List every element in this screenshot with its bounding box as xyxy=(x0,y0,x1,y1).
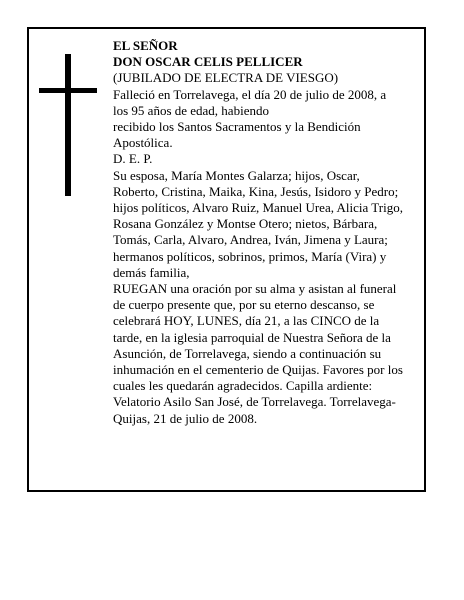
family-line: demás familia, xyxy=(113,264,190,280)
deceased-occupation: (JUBILADO DE ELECTRA DE VIESGO) xyxy=(113,70,339,86)
family-line: Rosana González y Montse Otero; nietos, Bárbara, xyxy=(113,216,378,232)
family-line: hermanos políticos, sobrinos, primos, María (Vira) y xyxy=(113,248,387,264)
family-line: hijos políticos, Alvaro Ruiz, Manuel Urea, Alicia Trigo, xyxy=(113,200,403,216)
heading-title: EL SEÑOR xyxy=(113,38,178,53)
request-line: Quijas, 21 de julio de 2008. xyxy=(113,410,258,426)
request-line: de cuerpo presente que, por su eterno descanso, se xyxy=(113,297,375,313)
request-line: cuales les quedarán agradecidos. Capilla ardiente: xyxy=(113,378,373,394)
sacraments-line: recibido los Santos Sacramentos y la Bendición xyxy=(113,119,361,135)
request-line: celebrará HOY, LUNES, día 21, a las CINCO de la xyxy=(113,313,380,329)
cross-icon xyxy=(39,54,97,196)
death-line: los 95 años de edad, habiendo xyxy=(113,102,269,118)
family-line: Su esposa, María Montes Galarza; hijos, Oscar, xyxy=(113,167,360,183)
family-line: Tomás, Carla, Alvaro, Andrea, Iván, Jimena y Laura; xyxy=(113,232,388,248)
request-line: Asunción, de Torrelavega, siendo a continuación su xyxy=(113,345,382,361)
cross-horizontal-bar xyxy=(39,88,97,93)
sacraments-line: Apostólica. xyxy=(113,135,173,151)
request-line: inhumación en el cementerio de Quijas. Favores por los xyxy=(113,362,403,378)
family-line: Roberto, Cristina, Maika, Kina, Jesús, Isidoro y Pedro; xyxy=(113,183,399,199)
rip-text: D. E. P. xyxy=(113,151,153,167)
request-line: tarde, en la iglesia parroquial de Nuestra Señora de la xyxy=(113,329,391,345)
cross-vertical-bar xyxy=(65,54,71,196)
deceased-name: DON OSCAR CELIS PELLICER xyxy=(113,54,303,70)
death-line: Falleció en Torrelavega, el día 20 de julio de 2008, a xyxy=(113,86,387,102)
request-line: Velatorio Asilo San José, de Torrelavega. Torrelavega- xyxy=(113,394,396,410)
request-line: RUEGAN una oración por su alma y asistan al funeral xyxy=(113,281,397,297)
obituary-text xyxy=(113,38,425,427)
